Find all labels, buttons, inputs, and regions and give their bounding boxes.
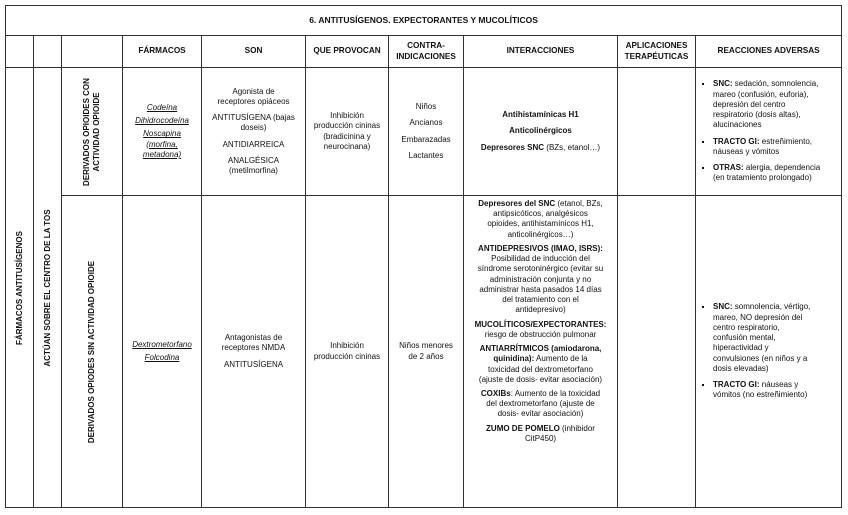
subgroup-label: ACTÚAN SOBRE EL CENTRO DE LA TOS [42,208,52,367]
header-interacciones: INTERACCIONES [464,36,618,68]
reaction-label: SNC: [713,302,733,312]
interacciones-cell [464,196,618,508]
interaction-text: (BZs, etanol…) [544,142,601,152]
interaction-item [467,389,614,420]
interaction-item [467,199,614,240]
son-cell [202,68,306,196]
category-cell [62,68,123,196]
interaction-item [467,344,614,385]
interaction-item: Anticolinérgicos [509,126,572,136]
son-item: ANALGÉSICA (metilmorfina) [227,155,280,176]
drug-table [5,5,842,508]
reaction-text: estreñimiento, náuseas y vómitos [713,136,812,156]
drugs-cell [123,68,202,196]
interaction-text: Aumento de la toxicidad del dextrometorfano (ajuste de dosis- evitar asociación) [478,354,603,384]
aplicaciones-cell [618,68,696,196]
header-contraindicaciones: CONTRA- INDICACIONES [389,36,464,68]
contra-item: Niños [415,102,437,112]
interaction-item [467,244,614,316]
aplicaciones-cell [618,196,696,508]
reacciones-cell [696,68,842,196]
reaction-label: TRACTO GI: [713,380,760,390]
reaction-item [713,302,838,374]
reaction-label: TRACTO GI: [713,136,760,146]
header-aplicaciones: APLICACIONES TERAPÉUTICAS [618,36,696,68]
contra-item: Lactantes [408,150,444,160]
reaction-item [713,79,838,130]
interaction-text: (inhibidor CitP450) [524,423,595,443]
interaction-label: Depresores del SNC [478,199,556,208]
provocan-cell: Inhibición producción cininas [306,196,389,508]
reaction-item [713,163,838,183]
reaction-item [713,137,838,157]
drug-name: Noscapina (morfina, metadona) [142,129,182,159]
group-label-cell [6,68,34,508]
interaction-label: COXIBs [480,388,511,398]
reaction-list [699,79,838,183]
interaction-item [467,143,614,153]
son-item: Antagonistas de receptores NMDA [221,333,286,353]
contra-cell: Niños menores de 2 años [389,196,464,508]
header-son: SON [202,36,306,68]
reaction-label: OTRAS: [713,163,744,173]
drug-name: Dextrometorfano [132,339,192,349]
provocan-cell: Inhibición producción cininas (bradicinina y neurocinana) [306,68,389,196]
contra-cell [389,68,464,196]
interaction-label: ZUMO DE POMELO [486,423,560,433]
interaction-text: : Aumento de la toxicidad del dextrometorfano (ajuste de dosis- evitar asociación) [486,388,601,419]
interaction-item: Antihistamínicas H1 [502,110,579,120]
drug-name: Dihidrocodeína [135,116,189,126]
interaction-label: MUCOLÍTICOS/EXPECTORANTES: [474,319,607,329]
header-farmacos: FÁRMACOS [123,36,202,68]
son-item: ANTITUSÍGENA [223,359,284,369]
drug-name: Folcodina [144,353,180,362]
reaction-text: sedación, somnolencia, mareo (confusión, euforia), depresión del centro respiratorio (dosis altas), alucinaciones [713,79,819,130]
interaction-label: ANTIDEPRESIVOS (IMAO, ISRS): [478,243,603,253]
empty-header-cell [34,36,62,68]
son-cell [202,196,306,508]
empty-header-cell [6,36,34,68]
table-title: 6. ANTITUSÍGENOS. EXPECTORANTES Y MUCOLÍTICOS [6,6,842,36]
category-label: DERIVADOS OPIODES SIN ACTIVIDAD OPIOIDE [87,260,96,443]
header-que-provocan: QUE PROVOCAN [306,36,389,68]
subgroup-label-cell [34,68,62,508]
son-item: Agonista de receptores opiáceos [217,86,290,106]
reaction-text: somnolencia, vértigo, mareo, NO depresión del centro respiratorio, confusión mental, hiperactividad y convulsiones (en niños y a dosis elevadas) [713,302,811,373]
interaction-text: Posibilidad de inducción del síndrome serotoninérgico (evitar su administración conjunta y no administrar hasta pasados 14 días del tratamiento con el antidepresivo) [477,254,604,315]
interaction-item [467,320,614,340]
interaction-label: Depresores SNC [480,142,545,152]
son-item: ANTIDIARREICA [222,139,285,149]
reaction-list [699,302,838,400]
category-cell [62,196,123,508]
interacciones-cell [464,68,618,196]
interaction-text: (etanol, BZs, antipsicóticos, analgésicos opioides, antihistamínicos H1, anticolinérgicos…) [487,199,603,239]
empty-header-cell [62,36,123,68]
reaction-item [713,380,838,400]
drug-name: Codeína [146,102,178,112]
reaction-label: SNC: [713,79,733,89]
interaction-label: ANTIARRÍTMICOS (amiodarona, quinidina): [479,344,602,364]
contra-item: Embarazadas [401,134,451,144]
category-label: DERIVADOS OPIOIDES CON ACTIVIDAD OPIOIDE [82,77,101,186]
drugs-cell [123,196,202,508]
reaction-text: alergia, dependencia (en tratamiento prolongado) [713,163,821,183]
interaction-text: riesgo de obstrucción pulmonar [484,329,597,339]
contra-item: Ancianos [409,118,443,128]
reaction-text: náuseas y vómitos (no estreñimiento) [713,380,808,400]
reacciones-cell [696,196,842,508]
interaction-item [467,424,614,444]
header-reacciones-adversas: REACCIONES ADVERSAS [696,36,842,68]
son-item: ANTITUSÍGENA (bajas doseis) [212,113,295,133]
group-label: FÁRMACOS ANTITUSÍGENOS [14,230,24,345]
